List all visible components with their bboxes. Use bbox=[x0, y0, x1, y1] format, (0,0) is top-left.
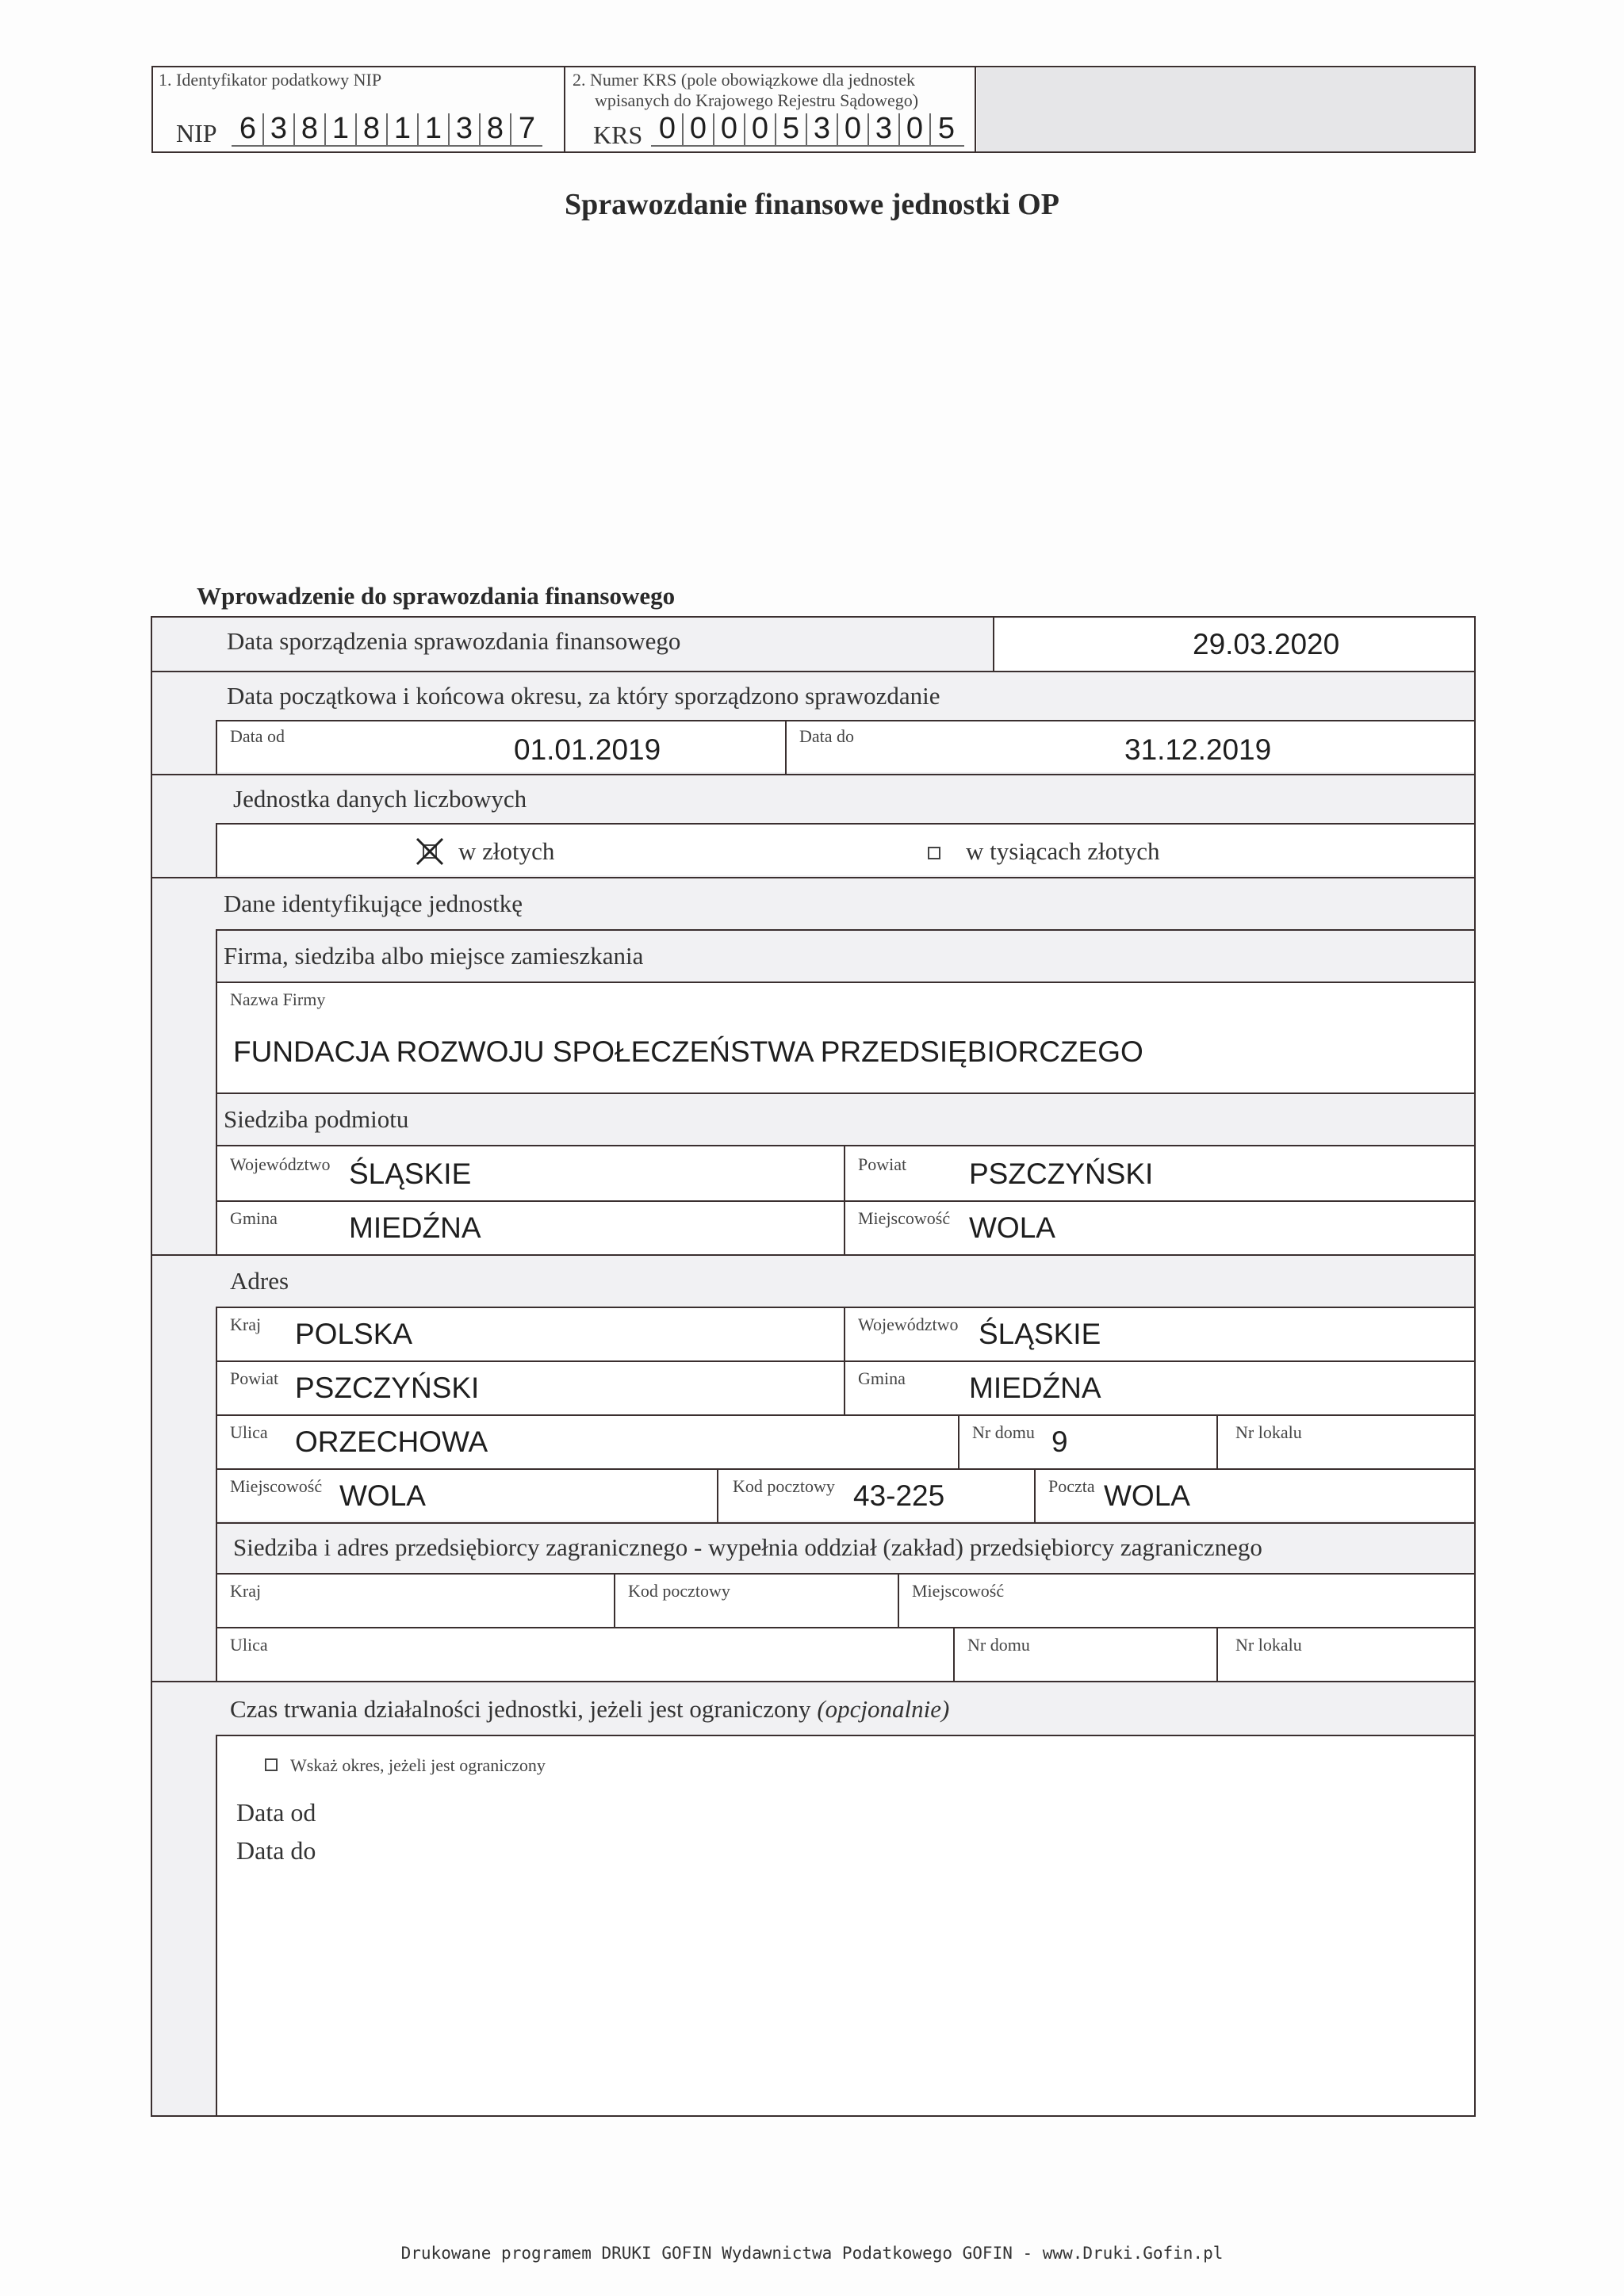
addr-postcode-label: Kod pocztowy bbox=[733, 1476, 835, 1496]
seat-voivodeship-label: Województwo bbox=[230, 1154, 331, 1174]
header-gray-cell bbox=[977, 68, 1474, 151]
nip-digit: 7 bbox=[518, 112, 536, 145]
seat-commune-label: Gmina bbox=[230, 1208, 278, 1228]
date-from-label: Data od bbox=[230, 726, 285, 746]
nip-digit: 8 bbox=[295, 113, 326, 145]
seat-commune-field[interactable]: MIEDŹNA bbox=[349, 1211, 481, 1244]
date-to-label: Data do bbox=[799, 726, 855, 746]
krs-small-label-2: wpisanych do Krajowego Rejestru Sądowego) bbox=[595, 90, 919, 110]
foreign-postcode-label: Kod pocztowy bbox=[628, 1581, 730, 1601]
duration-section-label-optional: (opcjonalnie) bbox=[817, 1695, 950, 1723]
foreign-street-label: Ulica bbox=[230, 1635, 268, 1655]
nip-small-label: 1. Identyfikator podatkowy NIP bbox=[159, 70, 382, 90]
unit-label: Jednostka danych liczbowych bbox=[233, 785, 527, 813]
seat-locality-field[interactable]: WOLA bbox=[969, 1211, 1055, 1244]
unit-pln-label: w złotych bbox=[458, 837, 555, 865]
addr-voivodeship-field[interactable]: ŚLĄSKIE bbox=[979, 1318, 1101, 1350]
addr-county-label: Powiat bbox=[230, 1368, 279, 1388]
nip-digit: 6 bbox=[233, 113, 264, 145]
entity-section-label: Dane identyfikujące jednostkę bbox=[224, 890, 523, 917]
header-divider-2 bbox=[975, 66, 976, 153]
krs-label: KRS bbox=[593, 121, 643, 149]
duration-date-from-label: Data od bbox=[236, 1798, 316, 1827]
duration-section-label bbox=[230, 1695, 949, 1724]
addr-locality-label: Miejscowość bbox=[230, 1476, 323, 1496]
addr-street-field[interactable]: ORZECHOWA bbox=[295, 1425, 488, 1458]
header-divider-1 bbox=[564, 66, 565, 153]
nip-digit: 3 bbox=[264, 113, 295, 145]
page-title: Sprawozdanie finansowe jednostki OP bbox=[565, 188, 1059, 221]
nip-digit: 1 bbox=[419, 113, 450, 145]
krs-digit: 0 bbox=[714, 113, 745, 145]
unit-pln-checkbox[interactable] bbox=[414, 836, 446, 867]
addr-house-label: Nr domu bbox=[972, 1422, 1035, 1442]
krs-small-label-1: 2. Numer KRS (pole obowiązkowe dla jednostek bbox=[573, 70, 915, 90]
krs-digit: 0 bbox=[684, 113, 714, 145]
nip-underline bbox=[232, 145, 542, 147]
seat-county-label: Powiat bbox=[858, 1154, 907, 1174]
addr-flat-label: Nr lokalu bbox=[1235, 1422, 1302, 1442]
prep-date-field[interactable]: 29.03.2020 bbox=[1193, 628, 1340, 660]
foreign-flat-label: Nr lokalu bbox=[1235, 1635, 1302, 1655]
duration-checkbox[interactable] bbox=[265, 1758, 278, 1771]
addr-postcode-field[interactable]: 43-225 bbox=[853, 1479, 945, 1512]
addr-locality-field[interactable]: WOLA bbox=[339, 1479, 426, 1512]
krs-digit: 3 bbox=[807, 113, 838, 145]
foreign-locality-label: Miejscowość bbox=[912, 1581, 1005, 1601]
date-to-field[interactable]: 31.12.2019 bbox=[1124, 733, 1272, 766]
krs-digit: 0 bbox=[745, 113, 776, 145]
nip-digit: 8 bbox=[357, 113, 388, 145]
addr-voivodeship-label: Województwo bbox=[858, 1314, 959, 1334]
nip-digit: 3 bbox=[450, 113, 481, 145]
krs-digit: 3 bbox=[869, 113, 900, 145]
addr-commune-label: Gmina bbox=[858, 1368, 906, 1388]
foreign-section-label: Siedziba i adres przedsiębiorcy zagranicznego - wypełnia oddział (zakład) przedsiębiorcy zagranicznego bbox=[233, 1533, 1262, 1561]
addr-street-label: Ulica bbox=[230, 1422, 268, 1442]
footer-text: Drukowane programem DRUKI GOFIN Wydawnictwa Podatkowego GOFIN - www.Druki.Gofin.pl bbox=[400, 2244, 1224, 2263]
krs-value bbox=[653, 113, 962, 145]
krs-digit: 0 bbox=[838, 113, 869, 145]
addr-county-field[interactable]: PSZCZYŃSKI bbox=[295, 1372, 480, 1404]
seat-locality-label: Miejscowość bbox=[858, 1208, 951, 1228]
addr-post-field[interactable]: WOLA bbox=[1104, 1479, 1190, 1512]
company-name-label: Nazwa Firmy bbox=[230, 989, 326, 1009]
addr-house-field[interactable]: 9 bbox=[1051, 1425, 1068, 1458]
addr-country-label: Kraj bbox=[230, 1314, 262, 1334]
krs-digit: 5 bbox=[937, 112, 956, 145]
nip-digit: 1 bbox=[326, 113, 357, 145]
duration-date-to-label: Data do bbox=[236, 1836, 316, 1865]
period-label: Data początkowa i końcowa okresu, za który sporządzono sprawozdanie bbox=[227, 682, 940, 710]
krs-digit: 0 bbox=[900, 113, 931, 145]
company-name-field[interactable]: FUNDACJA ROZWOJU SPOŁECZEŃSTWA PRZEDSIĘBIORCZEGO bbox=[233, 1035, 1143, 1068]
krs-underline bbox=[651, 145, 964, 147]
address-section-label: Adres bbox=[230, 1267, 289, 1295]
nip-digit: 1 bbox=[388, 113, 419, 145]
nip-digit: 8 bbox=[481, 113, 511, 145]
prep-date-label: Data sporządzenia sprawozdania finansowego bbox=[227, 627, 681, 655]
date-from-field[interactable]: 01.01.2019 bbox=[514, 733, 661, 766]
nip-value bbox=[233, 113, 542, 145]
addr-commune-field[interactable]: MIEDŹNA bbox=[969, 1372, 1101, 1404]
firm-label: Firma, siedziba albo miejsce zamieszkania bbox=[224, 942, 644, 970]
addr-country-field[interactable]: POLSKA bbox=[295, 1318, 413, 1350]
unit-kpln-checkbox[interactable] bbox=[928, 847, 940, 859]
unit-kpln-label: w tysiącach złotych bbox=[966, 837, 1160, 865]
addr-post-label: Poczta bbox=[1048, 1476, 1095, 1496]
nip-label: NIP bbox=[176, 119, 217, 147]
duration-section-label-main: Czas trwania działalności jednostki, jeżeli jest ograniczony bbox=[230, 1695, 811, 1723]
seat-label: Siedziba podmiotu bbox=[224, 1105, 409, 1133]
seat-county-field[interactable]: PSZCZYŃSKI bbox=[969, 1158, 1154, 1190]
krs-digit: 5 bbox=[776, 113, 807, 145]
foreign-house-label: Nr domu bbox=[967, 1635, 1030, 1655]
krs-digit: 0 bbox=[653, 113, 684, 145]
duration-checkbox-label: Wskaż okres, jeżeli jest ograniczony bbox=[290, 1755, 546, 1775]
seat-voivodeship-field[interactable]: ŚLĄSKIE bbox=[349, 1158, 472, 1190]
intro-heading: Wprowadzenie do sprawozdania finansowego bbox=[197, 582, 676, 610]
foreign-country-label: Kraj bbox=[230, 1581, 262, 1601]
